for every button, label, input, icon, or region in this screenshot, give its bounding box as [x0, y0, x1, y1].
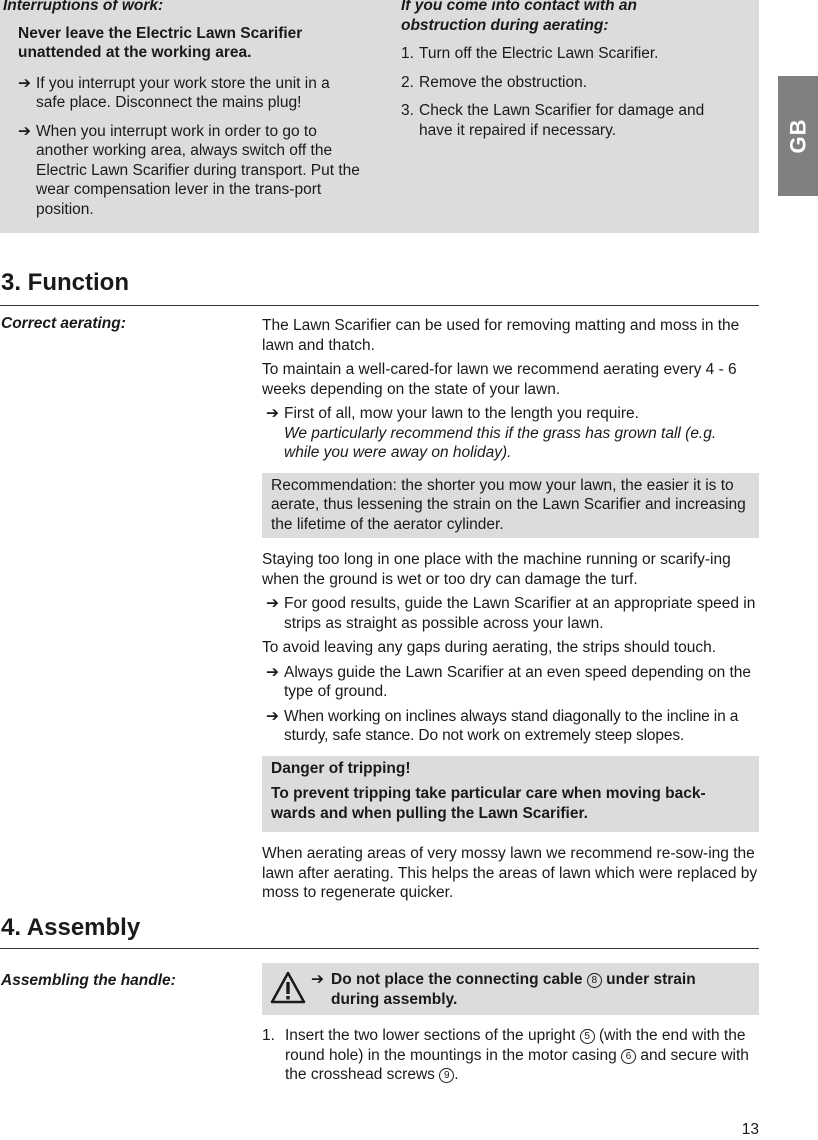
recommendation-box: Recommendation: the shorter you mow your lawn, the easier it is to aerate, thus lessening the strain on the Lawn Scarifier and increasing the lifetime of the aerator cylinder.: [262, 473, 759, 539]
interruption-item: ➔ When you interrupt work in order to go to another working area, always switch off the Electric Lawn Scarifier during transport. Put the wear compensation lever in the trans-port position.: [18, 122, 360, 218]
function-paragraph: Staying too long in one place with the machine running or scarify-ing when the ground is wet or too dry can damage the turf.: [262, 551, 731, 588]
danger-title: Danger of tripping!: [271, 759, 411, 777]
arrow-icon: ➔: [266, 707, 279, 725]
danger-box: [262, 756, 759, 833]
assembly-divider: [0, 948, 759, 949]
arrow-icon: ➔: [266, 595, 279, 612]
danger-text: To prevent tripping take particular care when moving back-wards and when pulling the Lawn Scarifier.: [271, 785, 706, 822]
obstruction-step: 1. Turn off the Electric Lawn Scarifier.: [401, 45, 659, 62]
function-body: [262, 316, 759, 908]
arrow-icon: ➔: [18, 122, 31, 140]
function-paragraph: When aerating areas of very mossy lawn we recommend re-sow-ing the lawn after aerating. This helps the areas of lawn which were replaced by moss to regenerate quicker.: [262, 845, 758, 901]
arrow-icon: ➔: [266, 405, 279, 422]
obstruction-heading: If you come into contact with an obstruction during aerating:: [401, 0, 637, 34]
interruption-item: ➔ If you interrupt your work store the unit in a safe place. Disconnect the mains plug!: [18, 74, 330, 111]
function-step: ➔ When working on inclines always stand diagonally to the incline in a sturdy, safe stance. Do not work on extremely steep slopes.: [266, 707, 739, 744]
function-step: ➔ Always guide the Lawn Scarifier at an even speed depending on the type of ground.: [266, 663, 752, 700]
assembly-step: 1. Insert the two lower sections of the upright 5 (with the end with the round hole) in the mountings in the motor casing 6 and secure with the crosshead screws 9 .: [262, 1027, 749, 1083]
obstruction-step: 2. Remove the obstruction.: [401, 73, 588, 91]
reference-number: 8: [587, 973, 602, 988]
function-divider: [0, 305, 759, 306]
function-paragraph: The Lawn Scarifier can be used for removing matting and moss in the lawn and thatch.: [262, 317, 740, 354]
interruptions-column: [0, 0, 362, 219]
interruptions-heading: Interruptions of work:: [3, 0, 164, 14]
function-heading: 3. Function: [1, 269, 129, 296]
arrow-icon: ➔: [311, 971, 324, 988]
reference-number: 6: [621, 1049, 636, 1064]
function-paragraph: To avoid leaving any gaps during aerating, the strips should touch.: [262, 639, 717, 656]
assembly-warning: ➔ Do not place the connecting cable 8 under strain during assembly.: [311, 971, 696, 1008]
interruptions-warning: Never leave the Electric Lawn Scarifier unattended at the working area.: [18, 24, 303, 61]
reference-number: 5: [580, 1029, 595, 1044]
page-number: 13: [741, 1121, 759, 1138]
reference-number: 9: [439, 1068, 454, 1083]
arrow-icon: ➔: [266, 663, 279, 681]
language-tab-label: GB: [785, 118, 811, 154]
function-step: ➔ For good results, guide the Lawn Scarifier at an appropriate speed in strips as straight as possible across your lawn.: [266, 595, 756, 632]
function-step: ➔ First of all, mow your lawn to the length you require. We particularly recommend this if the grass has grown tall (e.g. while you were away on holiday).: [266, 404, 759, 463]
arrow-icon: ➔: [18, 74, 31, 92]
assembly-heading: 4. Assembly: [1, 914, 141, 941]
warning-triangle-icon: [270, 971, 306, 1005]
obstruction-step: 3. Check the Lawn Scarifier for damage and have it repaired if necessary.: [401, 102, 705, 139]
correct-aerating-label: Correct aerating:: [1, 315, 126, 332]
interruptions-box: [0, 0, 759, 233]
function-step-note: We particularly recommend this if the grass has grown tall (e.g. while you were away on holiday).: [284, 424, 717, 461]
assembling-handle-label: Assembling the handle:: [1, 972, 176, 989]
function-paragraph: To maintain a well-cared-for lawn we recommend aerating every 4 - 6 weeks depending on the state of your lawn.: [262, 361, 737, 398]
language-tab: [778, 76, 818, 196]
assembly-step-number: 1.: [262, 1027, 275, 1044]
assembly-warning-box: [262, 963, 759, 1015]
obstruction-column: [401, 0, 741, 140]
